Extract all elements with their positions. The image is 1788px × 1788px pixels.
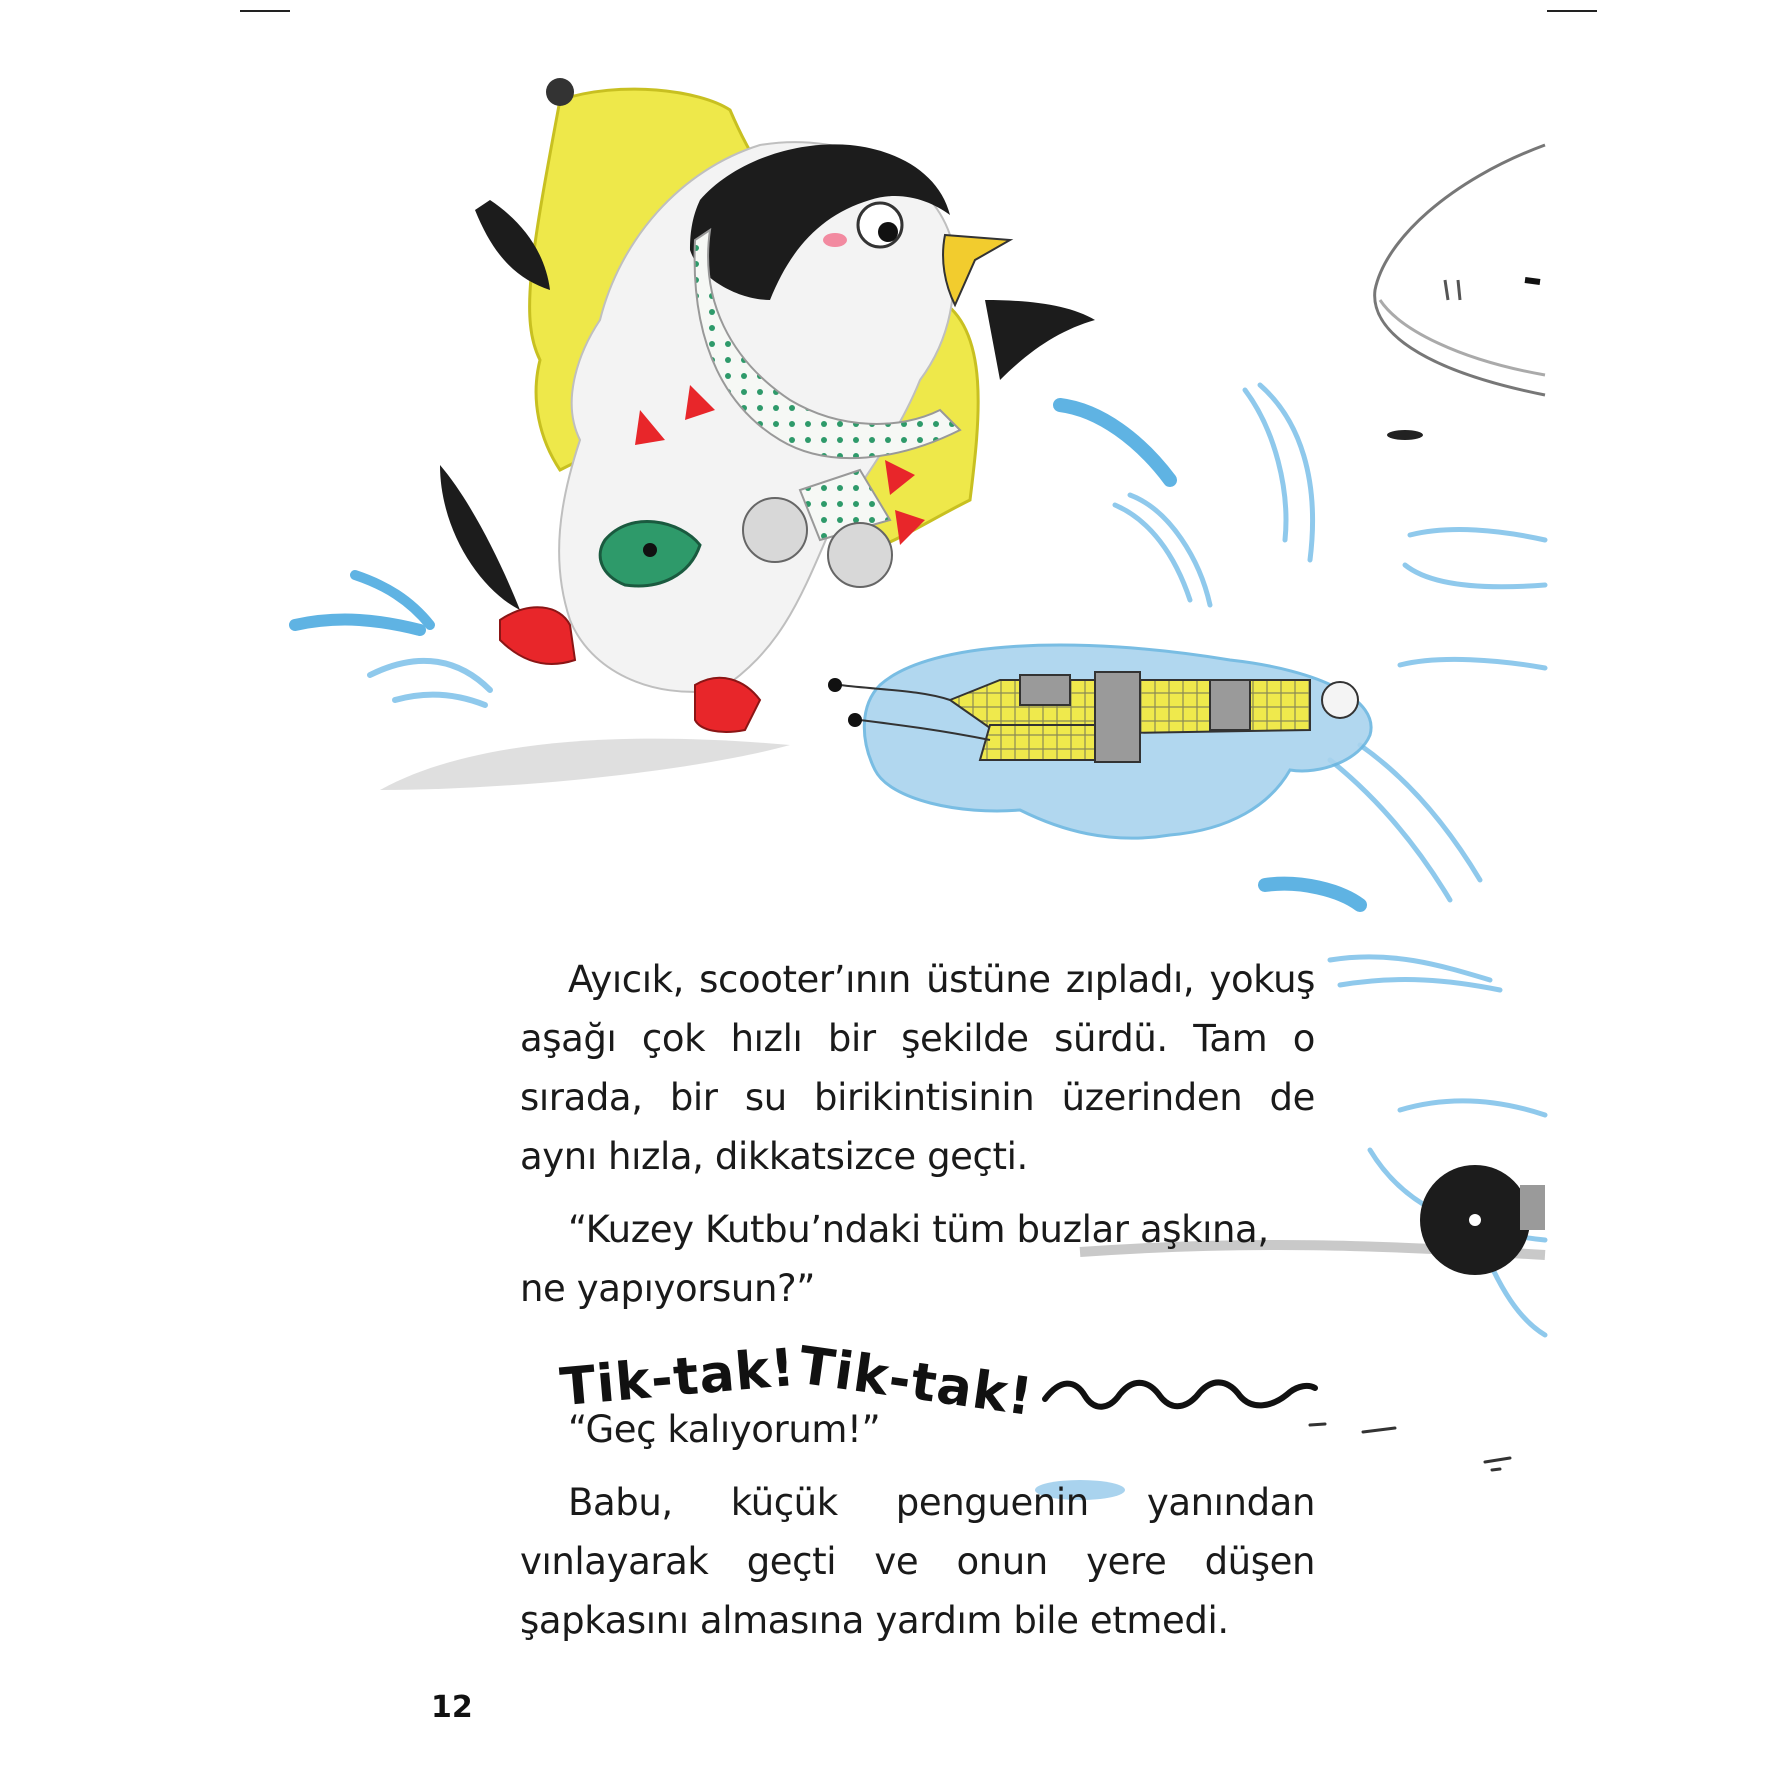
paragraph-2: “Kuzey Kutbu’ndaki tüm buzlar aşkına, ne yapıyorsun?” (520, 1208, 1269, 1310)
ground-shadow (380, 739, 790, 790)
penguin-character (440, 78, 1095, 732)
paragraph-3: “Geç kalıyorum!” (568, 1408, 881, 1451)
page-number: 12 (431, 1690, 473, 1725)
penguin-left-wing (440, 465, 520, 610)
story-text-continued (520, 1400, 1315, 1664)
left-water-splash (295, 575, 490, 705)
penguin-right-wing (985, 300, 1095, 380)
right-red-boot (695, 678, 760, 732)
story-text (520, 950, 1315, 1332)
motion-lines (1310, 1424, 1510, 1470)
bell-left (743, 498, 807, 562)
ice-floe (1375, 145, 1545, 440)
sound-effect-tik-tak-2: Tik-tak! (794, 1335, 1037, 1429)
sound-effect-tik-tak-1: Tik-tak! (557, 1337, 798, 1419)
raincoat-pompom (546, 78, 574, 106)
paragraph-1: Ayıcık, scooter’ının üstüne zıpladı, yokuş aşağı çok hızlı bir şekilde sürdü. Tam o sırada, bir su birikintisinin üzerinden de aynı hızla, dikkatsizce geçti. (520, 958, 1315, 1178)
penguin-cheek (823, 233, 847, 247)
paragraph-4: Babu, küçük penguenin yanından vınlayarak geçti ve onun yere düşen şapkasını almasına yardım bile etmedi. (520, 1481, 1315, 1642)
penguin-beak (943, 235, 1010, 305)
bell-right (828, 523, 892, 587)
left-red-boot (500, 607, 575, 664)
penguin-eye (858, 203, 902, 247)
